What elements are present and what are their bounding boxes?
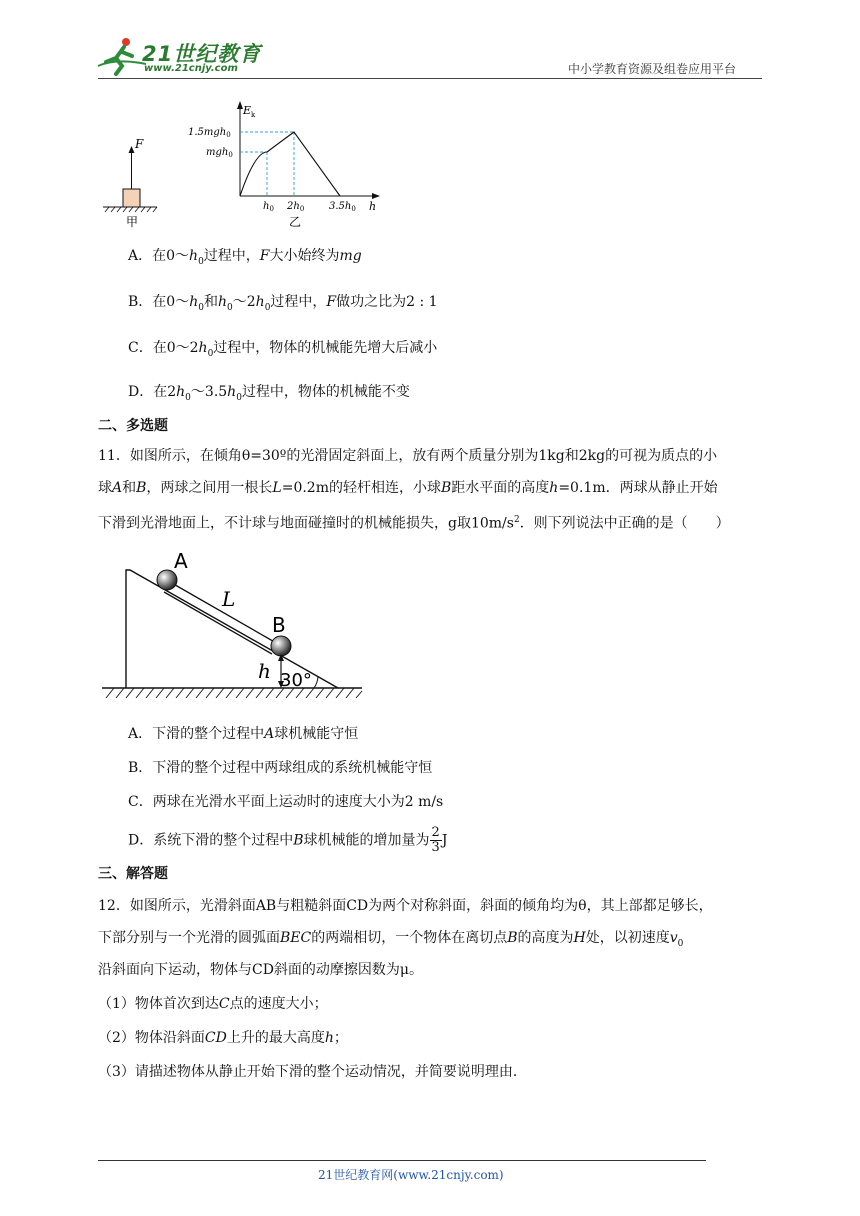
q12-line-2: 下部分别与一个光滑的圆弧面BEC的两端相切，一个物体在离切点B的高度为H处，以初速度$v_0$	[98, 930, 684, 949]
q10-option-d: D．在$2h_0\sim 3.5h_0$过程中，物体的机械能不变	[128, 384, 410, 403]
ball-a	[157, 570, 177, 590]
x-tick-1: $h_0$	[263, 201, 274, 213]
y-tick-mid: mgh$_0$	[206, 147, 233, 159]
q10-option-b: B．在$0\sim h_0$和$h_0\sim 2h_0$过程中，F做功之比为2 : 1	[128, 294, 438, 313]
logo-main-text: 21世纪教育	[142, 42, 262, 66]
q12-sub-1: （1）物体首次到达C点的速度大小；	[98, 996, 328, 1012]
q12-line-3: 沿斜面向下运动，物体与CD斜面的动摩擦因数为μ。	[98, 962, 424, 978]
header-logo	[96, 36, 266, 76]
q11-option-c: C．两球在光滑水平面上运动时的速度大小为2 m/s	[128, 794, 444, 810]
q12-sub-3: （3）请描述物体从静止开始下滑的整个运动情况，并简要说明理由．	[98, 1064, 527, 1080]
fig-yi-label: 乙	[289, 215, 302, 229]
ball-b	[271, 636, 291, 656]
label-b: B	[272, 613, 286, 637]
runner-logo-icon	[96, 36, 148, 76]
x-tick-2: $2h_0$	[287, 201, 305, 213]
y-tick-top: 1.5mgh$_0$	[188, 127, 231, 139]
q11-line-1: 11．如图所示，在倾角θ=30º的光滑固定斜面上，放有两个质量分别为1kg和2kg的可视为质点的小	[98, 448, 718, 464]
q12-line-1: 12．如图所示，光滑斜面AB与粗糙斜面CD为两个对称斜面，斜面的倾角均为θ，其上部都足够长，	[98, 898, 713, 914]
q11-option-b: B．下滑的整个过程中两球组成的系统机械能守恒	[128, 760, 433, 776]
q12-sub-2: （2）物体沿斜面CD上升的最大高度h；	[98, 1030, 348, 1046]
footer-divider	[98, 1160, 706, 1161]
q11-figure	[100, 548, 370, 708]
fig-jia-label: 甲	[126, 215, 139, 229]
header-right-text: 中小学教育资源及组卷应用平台	[568, 62, 737, 76]
q10-figure	[95, 92, 395, 232]
header-divider	[98, 78, 762, 79]
force-label: F	[135, 137, 144, 151]
logo-url-text: www.21cnjy.com	[144, 63, 238, 74]
fig-yi-graph	[237, 101, 380, 199]
q10-option-a: A．在$0\sim h_0$过程中，F大小始终为mg	[128, 248, 362, 267]
axis-x-label: h	[369, 200, 377, 213]
fraction-two-thirds: $\frac{2}{3}$	[431, 825, 440, 855]
label-l: L	[222, 587, 236, 611]
q11-option-a: A．下滑的整个过程中A球机械能守恒	[128, 726, 359, 742]
label-a: A	[174, 549, 188, 573]
q11-line-3: 下滑到光滑地面上，不计球与地面碰撞时的机械能损失，g取$10m/s^2$．则下列说法中正确的是（ ）	[98, 515, 730, 532]
q11-line-2: 球A和B，两球之间用一根长L=0.2m的轻杆相连，小球B距水平面的高度h=0.1m．两球从静止开始	[98, 480, 718, 496]
section-2-title: 二、多选题	[98, 418, 168, 434]
fig-jia	[103, 146, 157, 212]
label-angle: 30°	[280, 670, 312, 691]
label-h: h	[258, 659, 271, 683]
footer-text: 21世纪教育网(www.21cnjy.com)	[318, 1168, 504, 1182]
axis-y-label: $E_k$	[243, 104, 256, 119]
section-3-title: 三、解答题	[98, 866, 168, 882]
q10-option-c: C．在$0\sim 2h_0$过程中，物体的机械能先增大后减小	[128, 340, 438, 359]
q11-option-d: D．系统下滑的整个过程中B球机械能的增加量为 $\frac{2}{3}$ J	[128, 825, 448, 855]
x-tick-3: $3.5h_0$	[329, 201, 356, 213]
